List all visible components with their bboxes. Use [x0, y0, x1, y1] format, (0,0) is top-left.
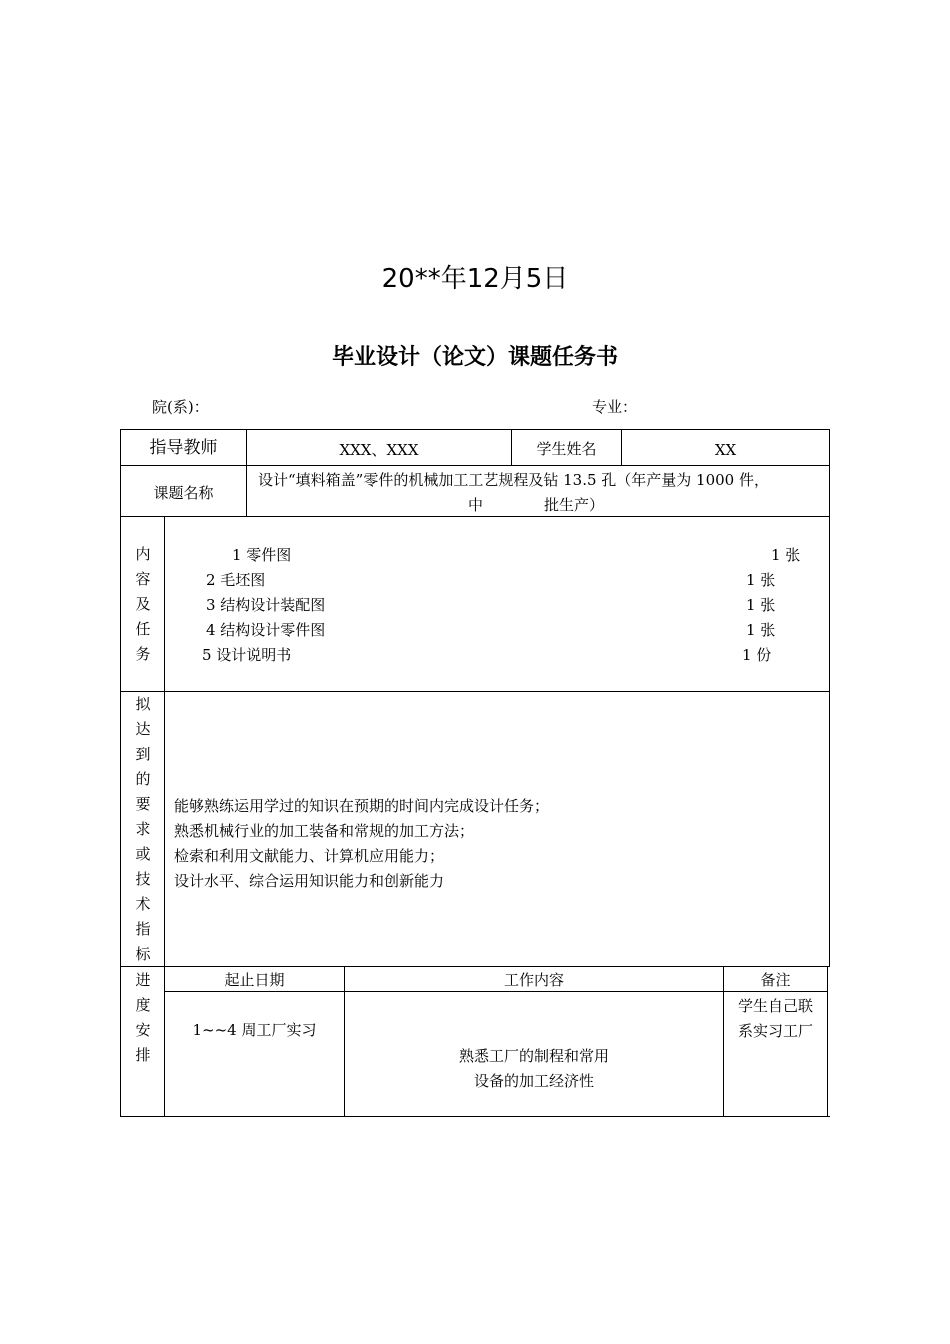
schedule-label: 进 度 安 排	[135, 971, 151, 1064]
task-item: 1 零件图	[232, 546, 292, 564]
task-qty: 1 张	[746, 621, 776, 639]
advisor-value: XXX、XXX	[339, 441, 419, 459]
schedule-header-note: 备注	[760, 971, 791, 989]
topic-line1: 设计“填料箱盖”零件的机械加工工艺规程及钻 13.5 孔（年产量为 1000 件，	[258, 471, 769, 489]
requirements-label: 拟 达 到 的 要 求 或 技 术 指 标	[135, 695, 151, 963]
schedule-header-date: 起止日期	[224, 971, 285, 989]
content-label: 内 容 及 任 务	[135, 545, 151, 663]
schedule-note-line2: 系实习工厂	[737, 1022, 813, 1040]
schedule-content-line1: 熟悉工厂的制程和常用	[458, 1047, 609, 1065]
major-label: 专业：	[592, 398, 638, 416]
schedule-header-content: 工作内容	[503, 971, 564, 989]
requirement-item: 设计水平、综合运用知识能力和创新能力	[174, 872, 445, 890]
topic-label: 课题名称	[153, 484, 214, 502]
task-item: 3 结构设计装配图	[206, 596, 326, 614]
college-label: 院(系)：	[152, 398, 209, 416]
topic-line2-a: 中	[468, 496, 484, 514]
document-date: 20**年12月5日	[381, 264, 569, 294]
task-qty: 1 张	[746, 596, 776, 614]
schedule-note-line1: 学生自己联	[737, 997, 813, 1015]
schedule-content-line2: 设备的加工经济性	[473, 1072, 594, 1090]
student-value: XX	[714, 441, 737, 459]
task-item: 5 设计说明书	[202, 646, 292, 664]
requirement-item: 检索和利用文献能力、计算机应用能力；	[174, 847, 445, 865]
schedule-date: 1~~4 周工厂实习	[192, 1021, 317, 1039]
advisor-label: 指导教师	[149, 438, 218, 458]
task-qty: 1 张	[771, 546, 801, 564]
topic-line2-b: 批生产）	[544, 496, 605, 514]
task-qty: 1 份	[742, 646, 772, 664]
requirement-item: 能够熟练运用学过的知识在预期的时间内完成设计任务；	[174, 797, 550, 815]
task-item: 2 毛坯图	[206, 571, 266, 589]
task-item: 4 结构设计零件图	[206, 621, 326, 639]
document-title: 毕业设计（论文）课题任务书	[331, 345, 618, 370]
requirement-item: 熟悉机械行业的加工装备和常规的加工方法；	[174, 822, 475, 840]
task-qty: 1 张	[746, 571, 776, 589]
student-label: 学生姓名	[536, 440, 597, 458]
